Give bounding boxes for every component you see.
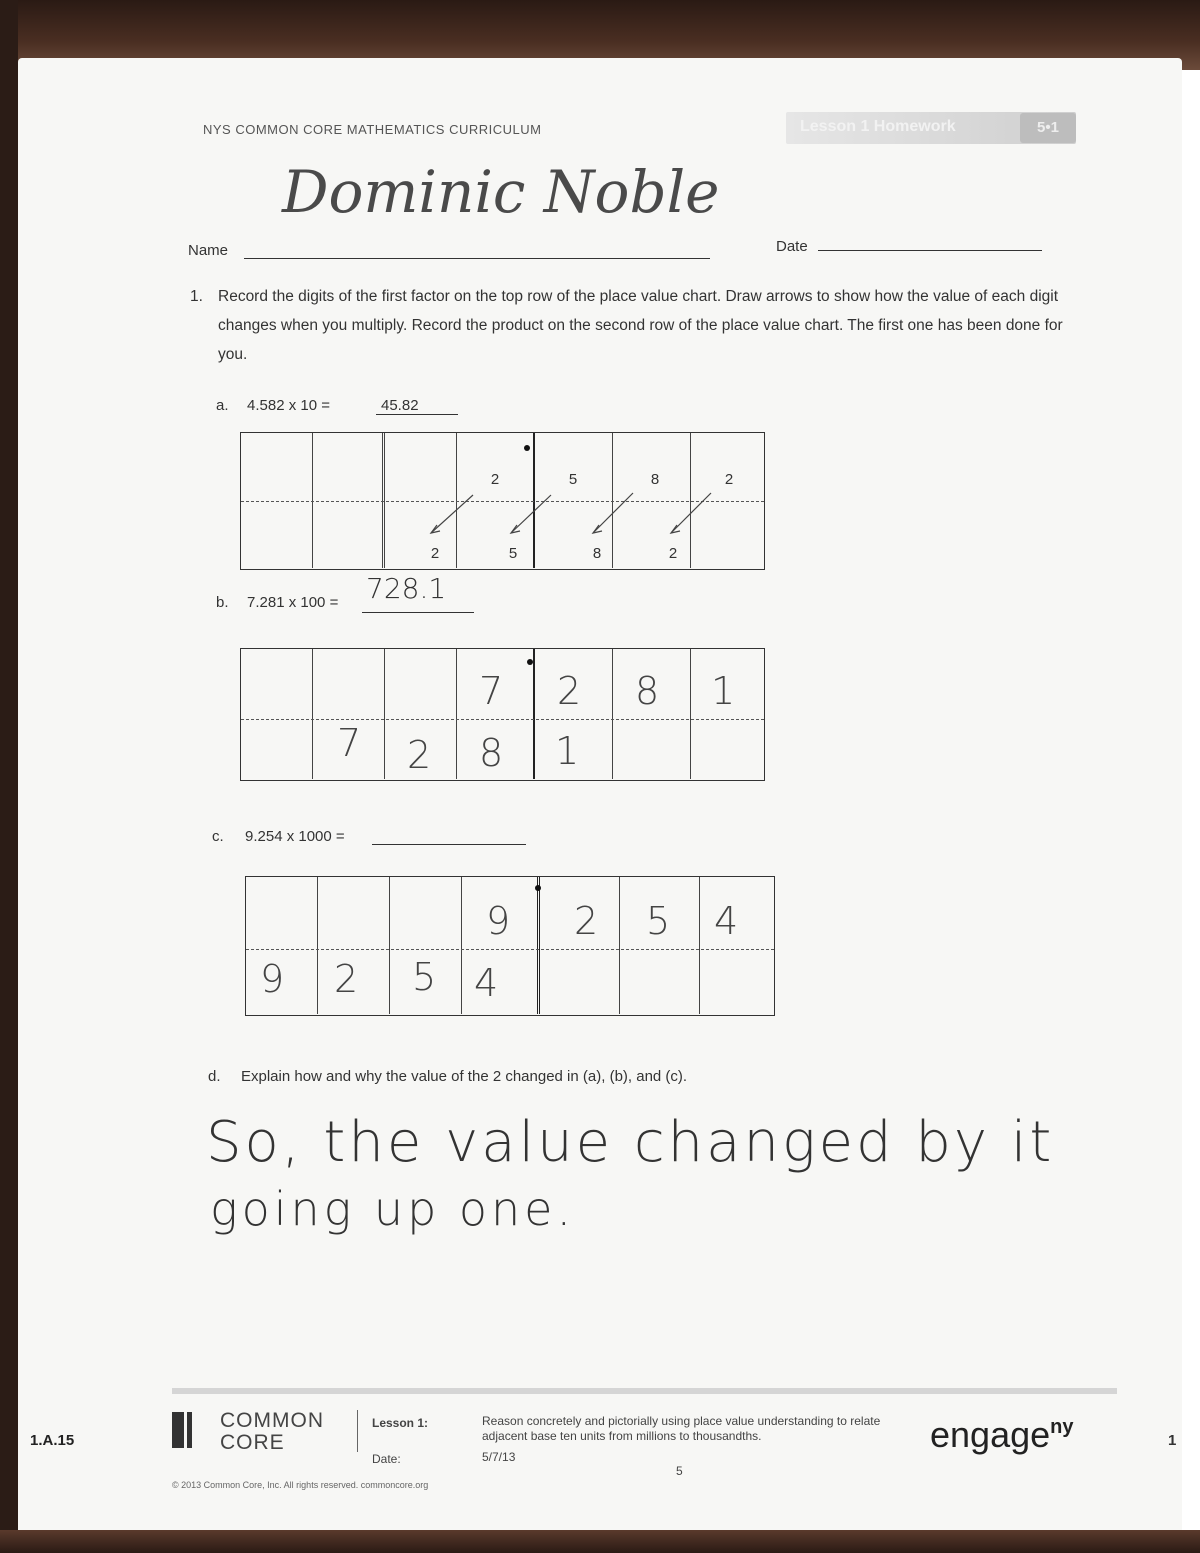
part-a-expression: 4.582 x 10 = <box>247 397 330 414</box>
lesson-band-label: Lesson 1 Homework <box>800 118 956 135</box>
chart-b-bottom-digit: 2 <box>407 733 432 777</box>
worksheet-page <box>18 58 1182 1533</box>
footer-date-value: 5/7/13 <box>482 1450 516 1464</box>
chart-a-top-digit: 8 <box>650 471 660 488</box>
part-d-letter: d. <box>208 1068 221 1085</box>
chart-a-bottom-digit: 2 <box>430 545 440 562</box>
chart-b-top-digit: 1 <box>711 669 736 713</box>
part-c-expression: 9.254 x 1000 = <box>245 828 345 845</box>
curriculum-header: NYS COMMON CORE MATHEMATICS CURRICULUM <box>203 122 542 137</box>
chart-a-bottom-digit: 2 <box>668 545 678 562</box>
name-label: Name <box>188 242 229 259</box>
footer-lesson-label: Lesson 1: <box>372 1416 429 1430</box>
part-b-expression: 7.281 x 100 = <box>247 594 339 611</box>
part-c-answer-line <box>372 844 526 845</box>
part-a-answer-line <box>376 414 458 415</box>
chart-a-bottom-digit: 5 <box>508 545 518 562</box>
common-core-logo-mark <box>172 1412 184 1448</box>
chart-c-top-digit: 5 <box>646 899 671 943</box>
part-d-answer-line2: going up one. <box>210 1182 576 1236</box>
part-b-letter: b. <box>216 594 229 611</box>
date-label: Date <box>776 238 808 255</box>
arrows-a <box>241 433 766 571</box>
footer-page-number: 5 <box>676 1464 683 1478</box>
common-core-logo: COMMON CORE <box>220 1409 324 1454</box>
chart-c-top-digit: 2 <box>574 899 599 943</box>
place-value-chart-c <box>245 876 775 1016</box>
chart-b-bottom-digit: 1 <box>555 729 580 773</box>
question-instructions <box>190 282 1090 369</box>
part-b-answer-line <box>362 612 474 613</box>
right-margin-number: 1 <box>1168 1432 1177 1449</box>
chart-a-top-digit: 5 <box>568 471 578 488</box>
date-line <box>818 250 1042 251</box>
common-core-logo-mark <box>187 1412 192 1448</box>
chart-a-top-digit: 2 <box>724 471 734 488</box>
footer-copyright: © 2013 Common Core, Inc. All rights reserved. commoncore.org <box>172 1480 429 1490</box>
part-d-prompt: Explain how and why the value of the 2 changed in (a), (b), and (c). <box>241 1068 688 1085</box>
engage-ny-logo: engage$^{ny}$ <box>930 1414 1074 1455</box>
chart-c-bottom-digit: 5 <box>412 955 437 999</box>
chart-b-bottom-digit: 8 <box>479 731 504 775</box>
question-number: 1. <box>190 288 203 305</box>
chart-c-bottom-digit: 9 <box>260 957 285 1001</box>
chart-b-bottom-digit: 7 <box>337 721 362 765</box>
book-edge-bottom <box>0 1530 1200 1553</box>
part-d-answer-line1: So, the value changed by it <box>206 1110 1055 1175</box>
margin-code: 1.A.15 <box>30 1432 75 1449</box>
place-value-chart-a <box>240 432 765 570</box>
name-line <box>244 258 710 259</box>
chart-c-top-digit: 4 <box>714 899 739 943</box>
footer-rule <box>172 1388 1117 1394</box>
chart-c-bottom-digit: 4 <box>474 961 499 1005</box>
book-edge-left <box>0 0 18 1553</box>
question-text: Record the digits of the first factor on the top row of the place value chart. Draw arrows to show how the value of each digit changes when you multiply. Record the product on the second row of the place value chart. The first one has been done for you. <box>218 288 1063 363</box>
chart-b-top-digit: 8 <box>635 669 660 713</box>
place-value-chart-b <box>240 648 765 781</box>
part-a-letter: a. <box>216 397 229 414</box>
part-a-answer: 45.82 <box>381 397 419 414</box>
footer-date-label: Date: <box>372 1452 401 1466</box>
chart-a-top-digit: 2 <box>490 471 500 488</box>
footer-lesson-description: Reason concretely and pictorially using place value understanding to relate adjacent base ten units from millions to thousandths. <box>482 1414 881 1443</box>
part-c-letter: c. <box>212 828 224 845</box>
footer-divider <box>357 1410 358 1452</box>
chart-c-bottom-digit: 2 <box>334 957 359 1001</box>
lesson-band-tag: 5•1 <box>1020 113 1076 143</box>
chart-b-top-digit: 2 <box>557 669 582 713</box>
part-b-answer: 728.1 <box>366 572 447 605</box>
student-name: Dominic Noble <box>282 158 720 226</box>
chart-a-bottom-digit: 8 <box>592 545 602 562</box>
chart-c-top-digit: 9 <box>486 899 511 943</box>
chart-b-top-digit: 7 <box>479 669 504 713</box>
